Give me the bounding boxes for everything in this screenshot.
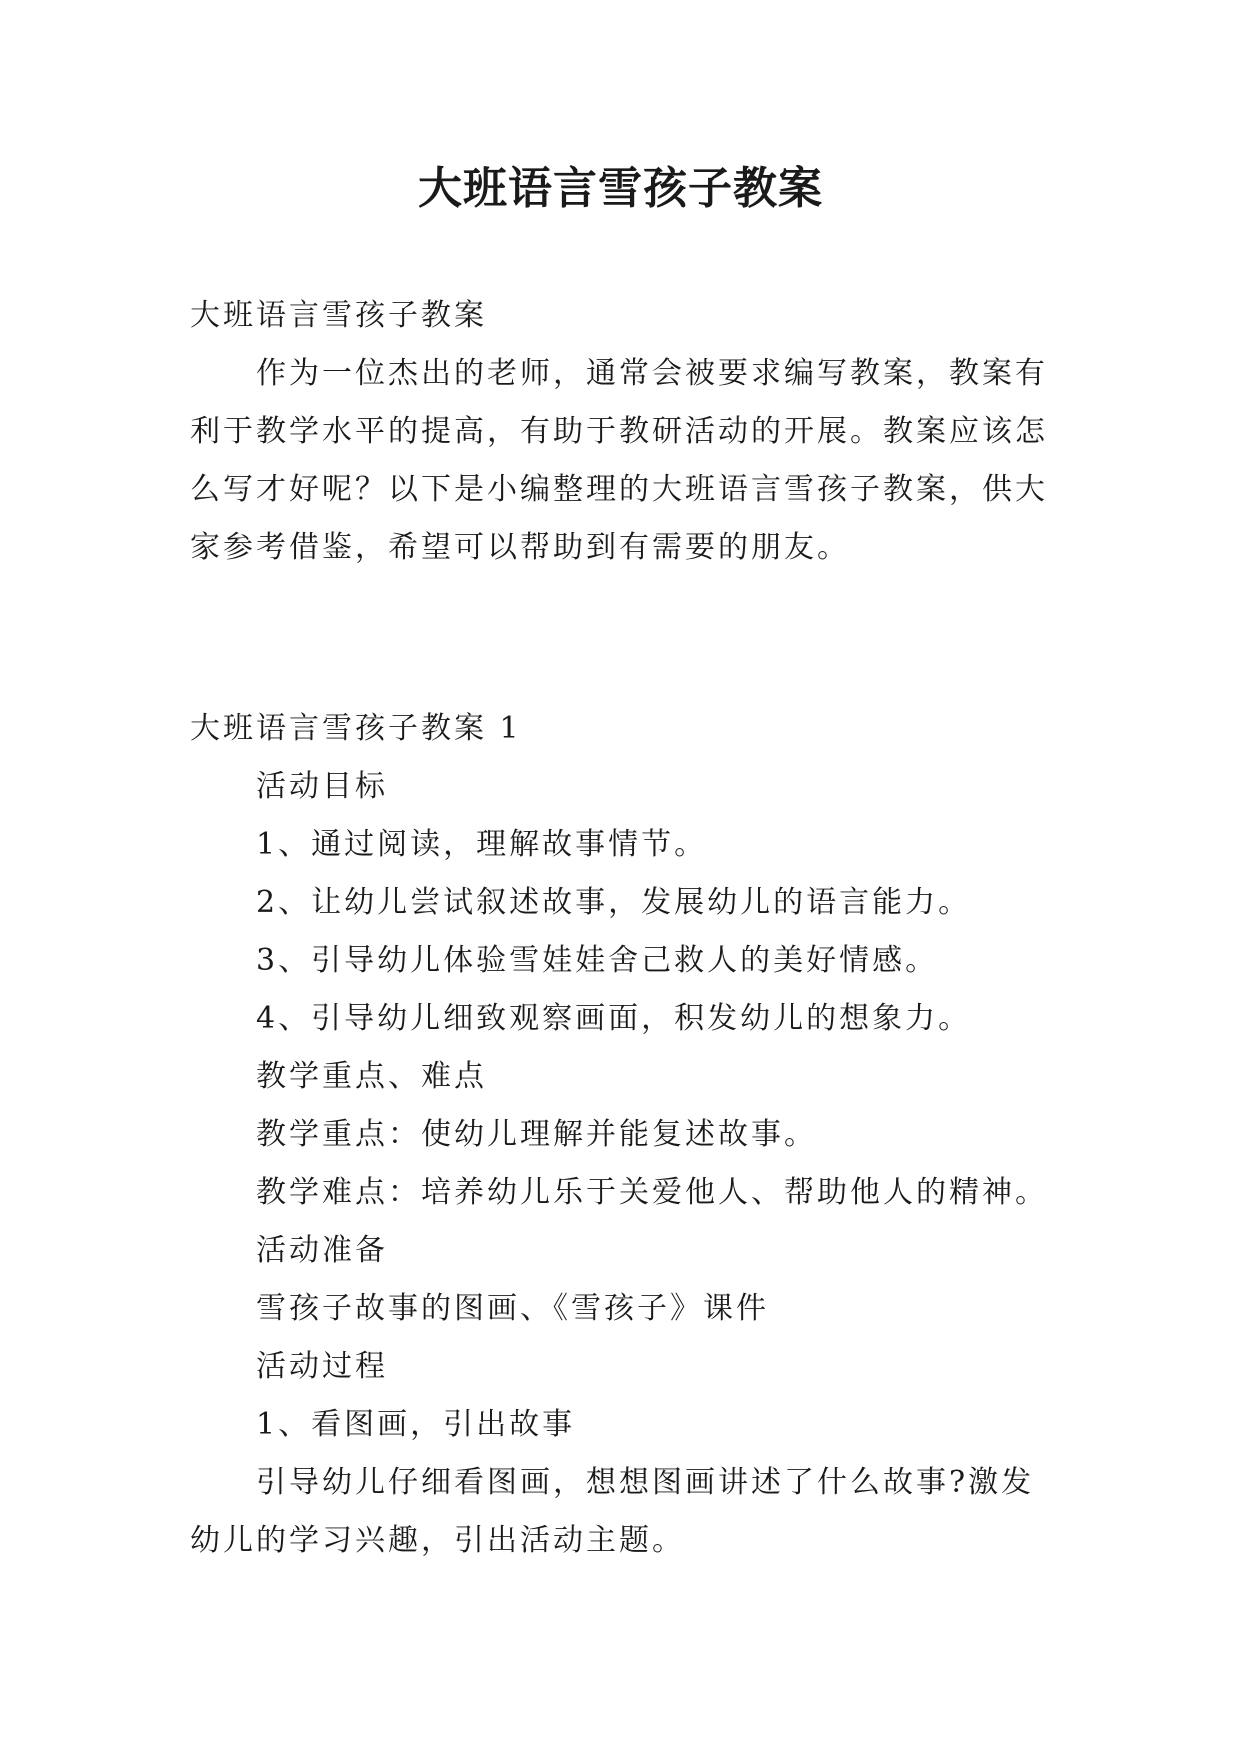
intro-paragraph-line: 利于教学水平的提高，有助于教研活动的开展。教案应该怎	[190, 414, 1048, 449]
goal-item: 4、引导幼儿细致观察画面，积发幼儿的想象力。	[256, 1001, 972, 1036]
section-1-block	[190, 700, 1060, 1570]
goal-item: 1、通过阅读，理解故事情节。	[256, 827, 708, 862]
section-1-heading: 大班语言雪孩子教案 1	[190, 711, 522, 746]
prep-heading: 活动准备	[256, 1233, 388, 1268]
key-point-text: 教学重点：使幼儿理解并能复述故事。	[256, 1117, 817, 1152]
intro-heading: 大班语言雪孩子教案	[190, 298, 487, 333]
step-1-title: 1、看图画，引出故事	[256, 1407, 576, 1442]
intro-paragraph-line: 家参考借鉴，希望可以帮助到有需要的朋友。	[190, 530, 850, 565]
document-title: 大班语言雪孩子教案	[418, 163, 823, 214]
step-1-line: 引导幼儿仔细看图画，想想图画讲述了什么故事?激发	[256, 1465, 1035, 1500]
prep-text: 雪孩子故事的图画、《雪孩子》课件	[256, 1291, 769, 1326]
intro-block	[190, 287, 1060, 577]
key-points-heading: 教学重点、难点	[256, 1059, 487, 1094]
goal-item: 3、引导幼儿体验雪娃娃舍己救人的美好情感。	[256, 943, 939, 978]
goals-heading: 活动目标	[256, 769, 388, 804]
intro-paragraph-line: 作为一位杰出的老师，通常会被要求编写教案，教案有	[256, 356, 1048, 391]
goal-item: 2、让幼儿尝试叙述故事，发展幼儿的语言能力。	[256, 885, 972, 920]
difficulty-text: 教学难点：培养幼儿乐于关爱他人、帮助他人的精神。	[256, 1175, 1048, 1210]
process-heading: 活动过程	[256, 1349, 388, 1384]
step-1-line: 幼儿的学习兴趣，引出活动主题。	[190, 1523, 685, 1558]
intro-paragraph-line: 么写才好呢？以下是小编整理的大班语言雪孩子教案，供大	[190, 472, 1048, 507]
